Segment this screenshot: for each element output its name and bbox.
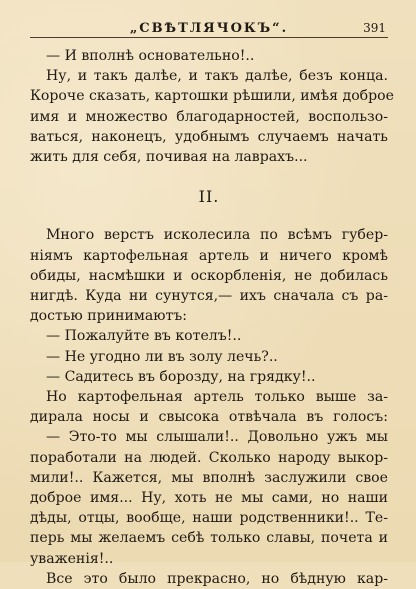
text-line: ваться, наконецъ, удобнымъ случаемъ начать <box>30 128 388 145</box>
journal-title: „СВѢТЛЯЧОКЪ“. <box>129 21 289 36</box>
text-line: уваженія!.. <box>30 550 114 567</box>
running-head <box>30 19 388 38</box>
text-line: перь мы желаемъ себѣ только славы, почета и <box>30 530 388 547</box>
text-line: дирала носы и свысока отвѣчала въ голосъ: <box>30 409 388 426</box>
text-line: дѣды, отцы, вообще, наши родственники!.. Те- <box>30 510 388 527</box>
page-number: 391 <box>363 21 386 35</box>
text-line: имя и множество благодарностей, воспользо- <box>30 108 388 125</box>
text-line: жить для себя, почивая на лаврахъ... <box>30 149 308 166</box>
paragraphs-after-chapter <box>30 225 388 589</box>
text-line: нигдѣ. Куда ни сунутся,— ихъ сначала съ ра- <box>30 288 388 305</box>
text-line: Ну, и такъ далѣе, и такъ далѣе, безъ конца. <box>46 68 388 85</box>
text-line: — Пожалуйте въ котелъ!.. <box>46 328 242 345</box>
text-line: — И вполнѣ основательно!.. <box>46 48 255 64</box>
text-line: достью принимаютъ: <box>30 308 188 325</box>
text-line: — Садитесь въ борозду, на грядку!.. <box>46 368 316 385</box>
text-line: Все это было прекрасно, но бѣдную кар- <box>46 570 388 587</box>
text-line: — Не угодно ли въ золу лечь?.. <box>46 348 278 365</box>
text-line: поработали на людей. Сколько народу выкор- <box>30 449 388 466</box>
paragraphs-before-chapter <box>30 46 395 167</box>
text-line: Много верстъ исколесила по всѣмъ губер- <box>46 227 388 244</box>
text-line: Короче сказать, картошки рѣшили, имѣя доброе <box>30 88 395 105</box>
text-line: доброе имя... Ну, хоть не мы сами, но наши <box>30 490 388 507</box>
text-line: ніямъ картофельная артель и ничего кромѣ <box>30 247 388 264</box>
text-line: мили!.. Кажется, мы вполнѣ заслужили свое <box>30 469 388 486</box>
text-line: — Это-то мы слышали!.. Довольно ужъ мы <box>46 429 388 446</box>
body-text <box>30 46 395 589</box>
text-line: Но картофельная артель только выше за- <box>46 389 388 406</box>
chapter-number: II. <box>198 187 220 207</box>
text-line: обиды, насмѣшки и оскорбленія, не добилась <box>30 267 388 284</box>
